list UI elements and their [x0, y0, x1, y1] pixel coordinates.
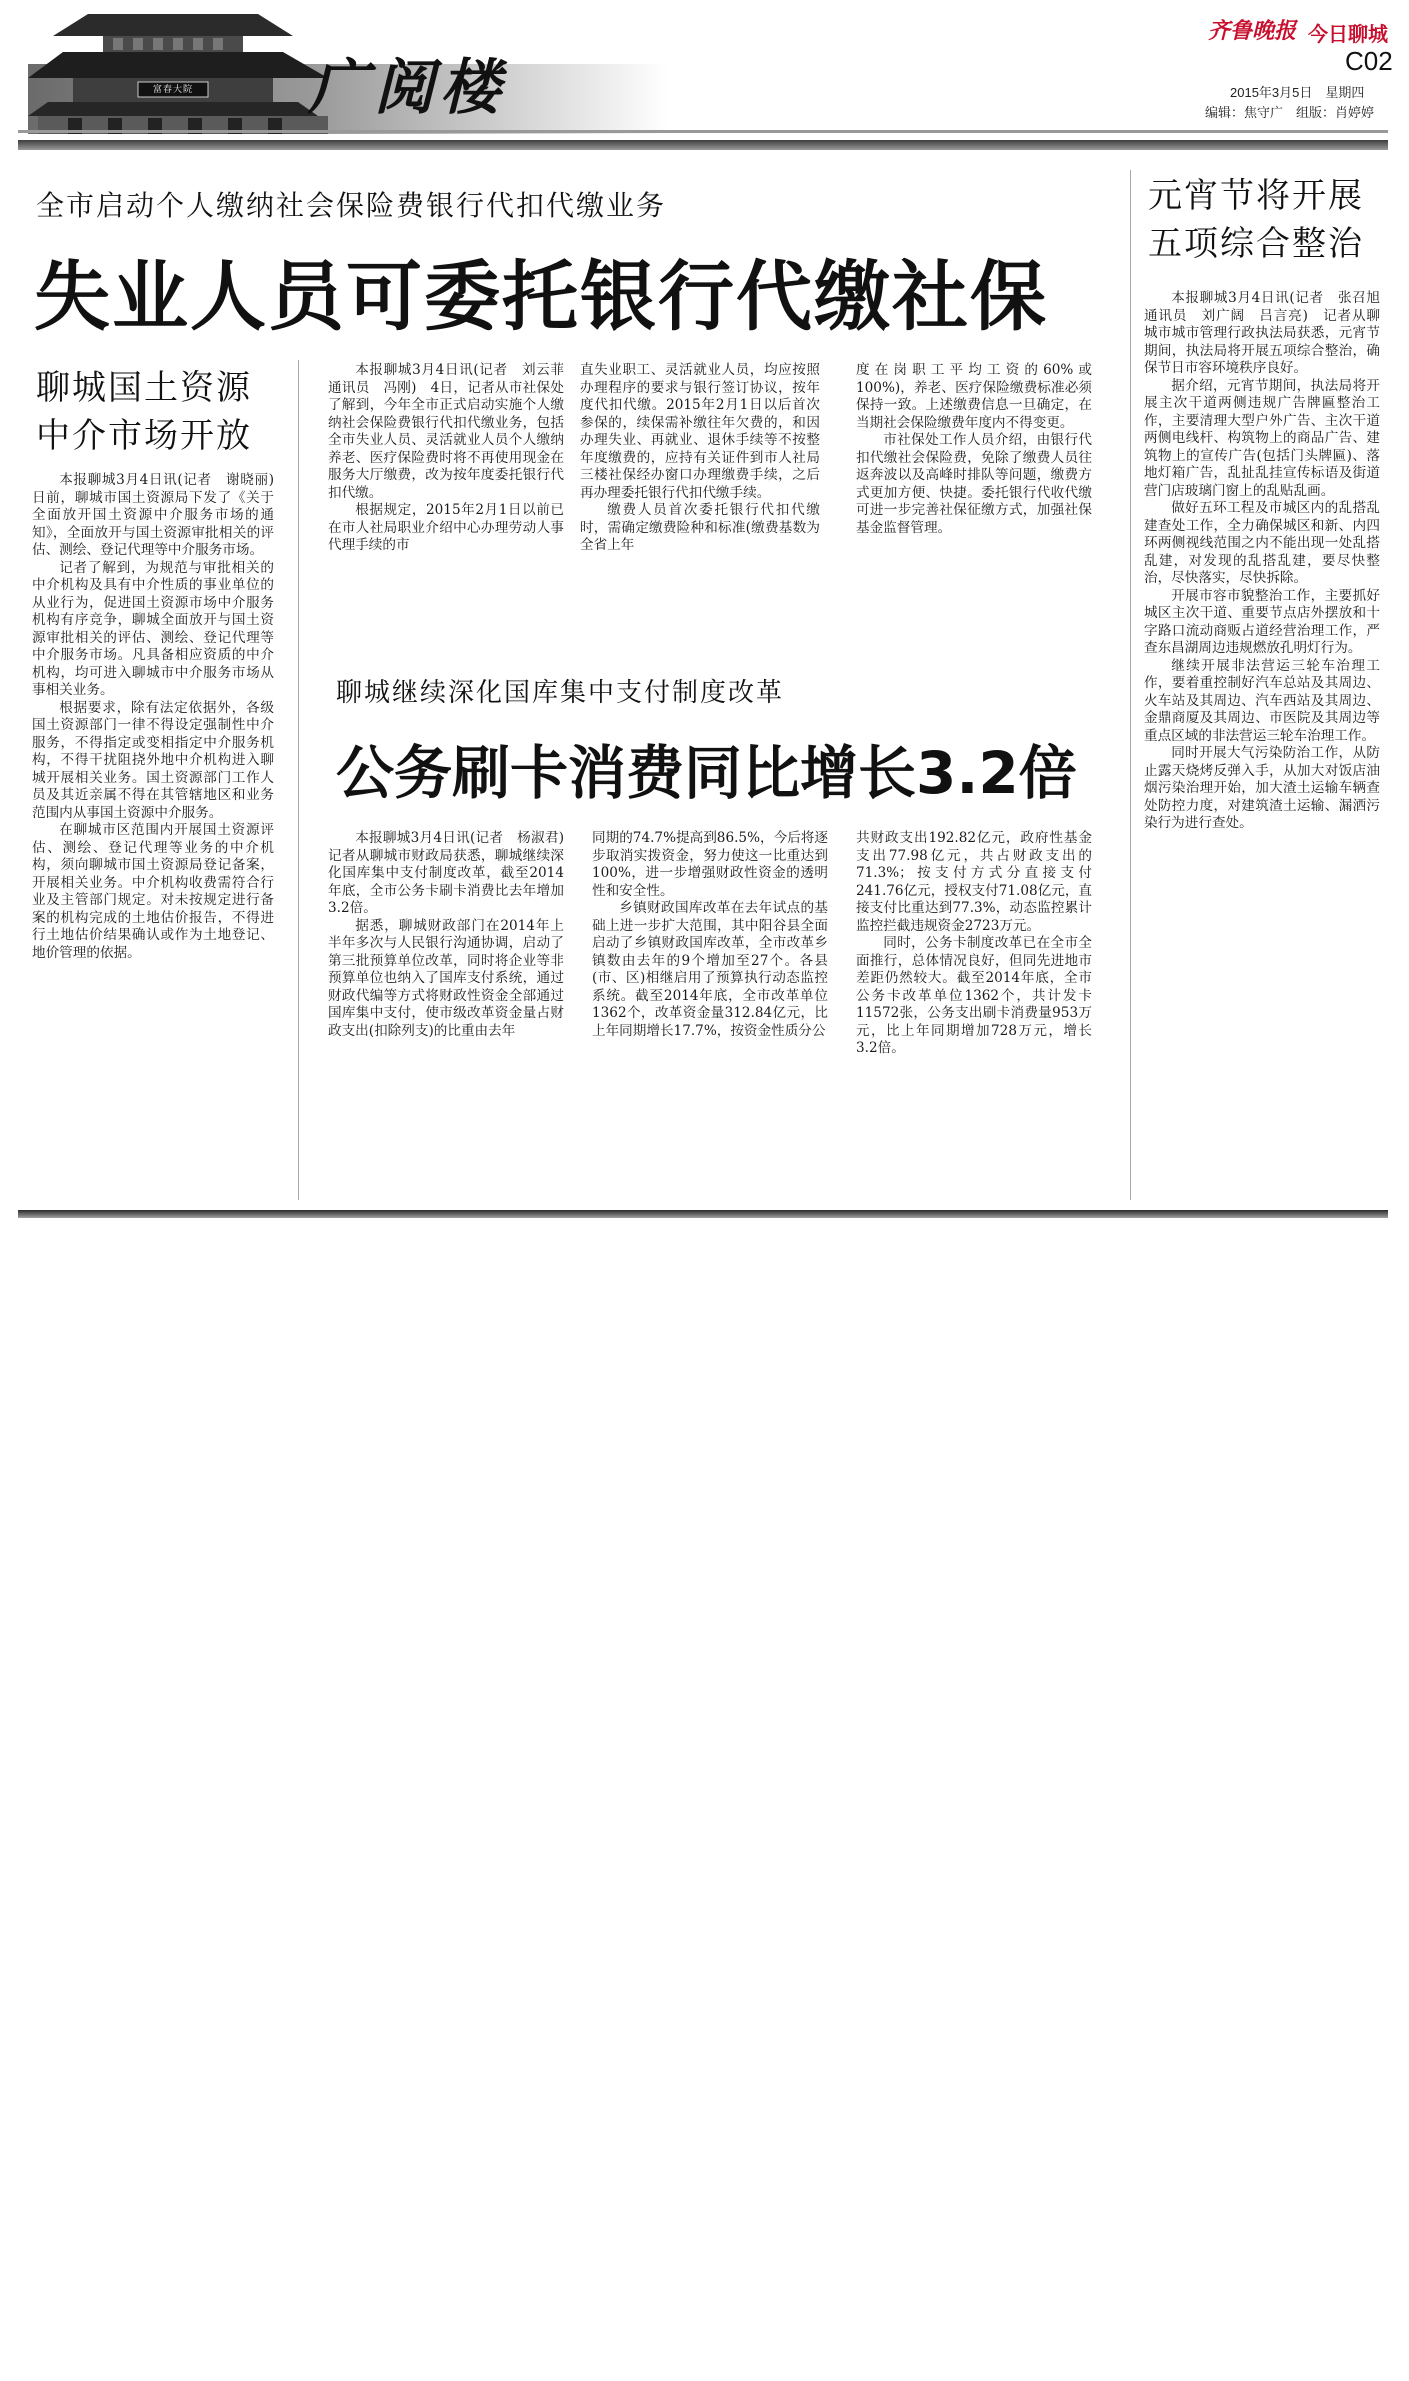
main-column-2	[580, 362, 820, 650]
building-sign: 富春大院	[152, 85, 193, 95]
title-line: 聊城国土资源	[36, 368, 252, 408]
paragraph: 在聊城市区范围内开展国土资源评估、测绘、登记代理等业务的中介机构，须向聊城市国土资源局登记备案，开展相关业务。中介机构收费需符合行业及主管部门规定。对未按规定进行备案的机构完成的土地估价报告，不得进行土地估价结果确认或作为土地登记、地价管理的依据。	[32, 822, 274, 961]
paragraph: 本报聊城3月4日讯(记者 张召旭 通讯员 刘广阔 吕言亮) 记者从聊城市城市管理行政执法局获悉，元宵节期间，执法局将开展五项综合整治，确保节日市容环境秩序良好。	[1144, 290, 1394, 376]
main-column-3	[856, 362, 1092, 650]
paragraph: 缴费人员首次委托银行代扣代缴时，需确定缴费险种和标准(缴费基数为全省上年	[580, 502, 820, 553]
paragraph: 共财政支出192.82亿元，政府性基金支出77.98亿元，共占财政支出的71.3%；按支付方式分直接支付241.76亿元，授权支付71.08亿元，直接支付比重达到77.3%，动态监控累计监控拦截违规资金2723万元。	[856, 830, 1093, 934]
main-column-1	[328, 362, 578, 650]
paragraph: 根据规定，2015年2月1日以前已在市人社局职业介绍中心办理劳动人事代理手续的市	[328, 502, 564, 553]
footer-rule	[18, 1210, 1388, 1218]
main-kicker: 全市启动个人缴纳社会保险费银行代扣代缴业务	[36, 189, 667, 222]
left-article-body	[32, 472, 288, 1192]
paragraph: 市社保处工作人员介绍，由银行代扣代缴社会保险费，免除了缴费人员往返奔波以及高峰时排队等问题，缴费方式更加方便、快捷。委托银行代收代缴可进一步完善社保征缴方式，加强社保基金监督管理。	[856, 432, 1092, 536]
paragraph: 同时，公务卡制度改革已在全市全面推行，总体情况良好，但同先进地市差距仍然较大。截至2014年底，全市公务卡改革单位1362个，共计发卡11572张，公务支出刷卡消费量953万元，比上年同期增加728万元，增长3.2倍。	[856, 935, 1092, 1056]
paragraph: 本报聊城3月4日讯(记者 谢晓丽) 日前，聊城市国土资源局下发了《关于全面放开国土资源中介服务市场的通知》，全面放开与国土资源审批相关的评估、测绘、登记代理等中介服务市场。	[32, 472, 288, 558]
main-headline: 失业人员可委托银行代缴社保	[34, 252, 1048, 341]
card-column-1	[328, 830, 578, 1200]
title-line: 元宵节将开展	[1148, 176, 1364, 216]
card-column-3	[856, 830, 1092, 1200]
paragraph: 本报聊城3月4日讯(记者 刘云菲 通讯员 冯刚) 4日，记者从市社保处了解到，今年全市正式启动实施个人缴纳社会保险费银行代扣代缴业务，包括全市失业人员、灵活就业人员个人缴纳养老、医疗保险费时将不再使用现金在服务大厅缴费，改为按年度委托银行代扣代缴。	[328, 362, 578, 501]
paragraph: 同期的74.7%提高到86.5%，今后将逐步取消实拨资金，努力使这一比重达到100%，进一步增强财政性资金的透明性和安全性。	[592, 830, 828, 899]
paragraph: 乡镇财政国库改革在去年试点的基础上进一步扩大范围，其中阳谷县全面启动了乡镇财政国库改革，全市改革乡镇数由去年的9个增加至27个。各县(市、区)相继启用了预算执行动态监控系统。截至2014年底，全市改革单位1362个，改革资金量312.84亿元，比上年同期增长17.7%，按资金性质分公	[592, 900, 828, 1039]
title-line: 五项综合整治	[1148, 224, 1364, 264]
editor-line: 编辑：焦守广 组版：肖婷婷	[1205, 105, 1375, 120]
column-divider	[298, 360, 299, 1200]
paragraph: 做好五环工程及市城区内的乱搭乱建查处工作，全力确保城区和新、内四环两侧视线范围之内不能出现一处乱搭乱建，对发现的乱搭乱建，要尽快整治，尽快落实，尽快拆除。	[1144, 500, 1380, 586]
title-line: 中介市场开放	[36, 416, 252, 456]
right-article-title	[1148, 172, 1364, 268]
paragraph: 记者了解到，为规范与审批相关的中介机构及具有中介性质的事业单位的从业行为，促进国土资源市场中介服务机构有序竞争，聊城全面放开与国土资源审批相关的评估、测绘、登记代理等中介服务市场。凡具备相应资质的中介机构，均可进入聊城市中介服务市场从事相关业务。	[32, 559, 274, 698]
paragraph: 开展市容市貌整治工作，主要抓好城区主次干道、重要节点店外摆放和十字路口流动商贩占道经营治理工作，严查东昌湖周边违规燃放孔明灯行为。	[1144, 587, 1380, 656]
paragraph: 继续开展非法营运三轮车治理工作，要着重控制好汽车总站及其周边、火车站及其周边、汽车西站及其周边、金鼎商厦及其周边、市医院及其周边等重点区域的非法营运三轮车治理工作。	[1144, 657, 1380, 744]
date-line: 2015年3月5日 星期四	[1230, 85, 1365, 100]
page-number: C02	[1345, 46, 1393, 76]
card-headline: 公务刷卡消费同比增长3.2倍	[336, 739, 1077, 807]
paragraph: 同时开展大气污染防治工作，从防止露天烧烤反弹入手，从加大对饭店油烟污染治理开始，加大渣土运输车辆查处防控力度，对建筑渣土运输、漏洒污染行为进行查处。	[1144, 745, 1380, 831]
paragraph: 直失业职工、灵活就业人员，均应按照办理程序的要求与银行签订协议，按年度代扣代缴。2015年2月1日以后首次参保的，续保需补缴往年欠费的，和因办理失业、再就业、退休手续等不按整年度缴费的，应持有关证件到市人社局三楼社保经办窗口办理缴费手续，之后再办理委托银行代扣代缴手续。	[580, 362, 820, 501]
header-rule-thin	[18, 130, 1388, 133]
newspaper-logo: 齐鲁晚报	[1208, 18, 1297, 44]
section-title: 广阅楼	[308, 53, 506, 123]
right-article-body	[1144, 290, 1394, 1200]
card-kicker: 聊城继续深化国库集中支付制度改革	[336, 678, 785, 708]
paragraph: 度在岗职工平均工资的60%或100%)，养老、医疗保险缴费标准必须保持一致。上述缴费信息一旦确定，在当期社会保险缴费年度内不得变更。	[856, 362, 1092, 431]
column-divider	[1130, 170, 1131, 1200]
left-article-title	[36, 364, 252, 460]
card-column-2	[592, 830, 828, 1200]
edition-name: 今日聊城	[1308, 22, 1388, 46]
paragraph: 据悉，聊城财政部门在2014年上半年多次与人民银行沟通协调，启动了第三批预算单位改革，同时将企业等非预算单位也纳入了国库支付系统，通过财政代编等方式将财政性资金全部通过国库集中支付，使市级改革资金量占财政支出(扣除列支)的比重由去年	[328, 917, 564, 1039]
paragraph: 根据要求，除有法定依据外，各级国土资源部门一律不得设定强制性中介服务，不得指定或变相指定中介服务机构，不得干扰阻挠外地中介机构进入聊城开展相关业务。国土资源部门工作人员及其近亲属不得在其管辖地区和业务范围内从事国土资源中介服务。	[32, 699, 274, 821]
header-rule	[18, 140, 1388, 150]
paragraph: 本报聊城3月4日讯(记者 杨淑君) 记者从聊城市财政局获悉，聊城继续深化国库集中支付制度改革，截至2014年底，全市公务卡刷卡消费比去年增加3.2倍。	[328, 830, 578, 916]
paragraph: 据介绍，元宵节期间，执法局将开展主次干道两侧违规广告牌匾整治工作，主要清理大型户外广告、主次干道两侧电线杆、构筑物上的商品广告、建筑物上的宣传广告(包括门头牌匾)、落地灯箱广告，乱扯乱挂宣传标语及街道营门店玻璃门窗上的乱贴乱画。	[1144, 377, 1380, 499]
